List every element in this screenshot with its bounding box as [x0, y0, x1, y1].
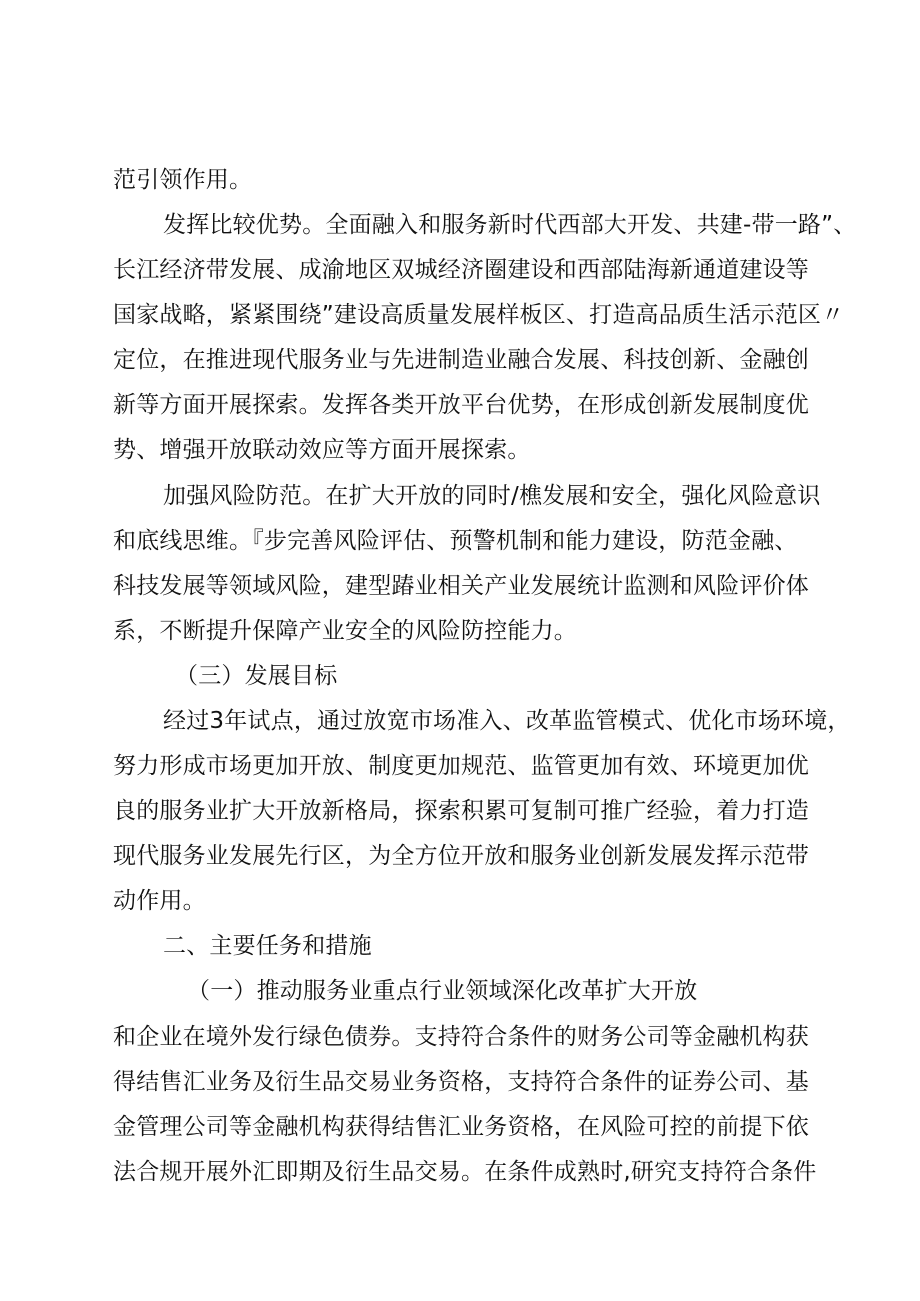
paragraph-line: 法合规开展外汇即期及衍生品交易。在条件成熟时,研究支持符合条件	[113, 1159, 817, 1185]
section-heading: （三）发展目标	[175, 663, 338, 689]
paragraph-line: 新等方面开展探索。发挥各类开放平台优势，在形成创新发展制度优	[113, 392, 809, 418]
paragraph-line: 范引领作用。	[113, 167, 253, 193]
paragraph-line: 经过3年试点，通过放宽市场准入、改革监管模式、优化市场环境，	[163, 708, 851, 734]
paragraph-line: 现代服务业发展先行区，为全方位开放和服务业创新发展发挥示范带	[113, 843, 809, 869]
paragraph-line: 势、增强开放联动效应等方面开展探索。	[113, 437, 531, 463]
paragraph-line: 得结售汇业务及衍生品交易业务资格，支持符合条件的证券公司、基	[113, 1069, 809, 1095]
paragraph-line: 努力形成市场更加开放、制度更加规范、监管更加有效、环境更加优	[113, 753, 809, 779]
paragraph-line: 和企业在境外发行绿色债券。支持符合条件的财务公司等金融机构获	[113, 1024, 809, 1050]
paragraph-line: 科技发展等领域风险，建型踳业相关产业发展统计监测和风险评价体	[113, 573, 809, 599]
paragraph-line: 金管理公司等金融机构获得结售汇业务资格，在风险可控的前提下依	[113, 1114, 809, 1140]
section-heading: （一）推动服务业重点行业领域深化改革扩大开放	[187, 978, 698, 1004]
paragraph-line: 系，不断提升保障产业安全的风险防控能力。	[113, 618, 577, 644]
paragraph-line: 动作用。	[113, 888, 206, 914]
paragraph-line: 定位，在推进现代服务业与先进制造业融合发展、科技创新、金融创	[113, 347, 809, 373]
paragraph-line: 加强风险防范。在扩大开放的同时/樵发展和安全，强化风险意识	[163, 483, 821, 509]
paragraph-line: 和底线思维。『步完善风险评估、预警机制和能力建设，防范金融、	[113, 528, 798, 554]
paragraph-line: 良的服务业扩大开放新格局，探索积累可复制可推广经验，着力打造	[113, 798, 809, 824]
paragraph-line: 国家战略，紧紧围绕”建设高质量发展样板区、打造高品质生活示范区〃	[113, 302, 845, 328]
paragraph-line: 发挥比较优势。全面融入和服务新时代西部大开发、共建-带一路”、	[163, 212, 857, 238]
paragraph-line: 长江经济带发展、成渝地区双城经济圈建设和西部陆海新通道建设等	[113, 257, 809, 283]
chapter-heading: 二、主要任务和措施	[163, 933, 372, 959]
